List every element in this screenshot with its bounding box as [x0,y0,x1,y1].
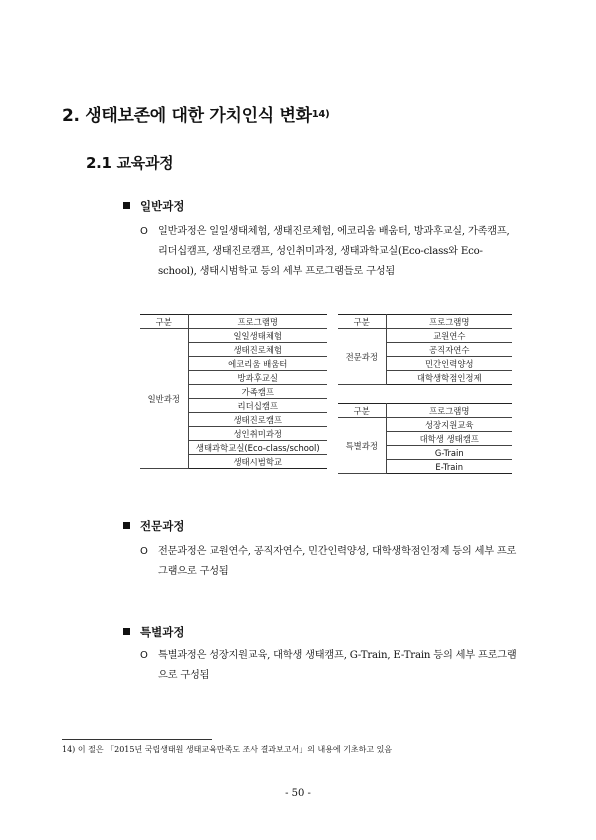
table-category-cell: 특별과정 [338,418,386,474]
footnote-reference: 14) [311,109,330,120]
circle-bullet-icon: O [140,226,148,237]
table-program-cell: 대학생학점인정제 [386,371,512,385]
table-header-row [140,315,327,329]
expert-course-paragraph [140,542,520,582]
table-category-cell: 전문과정 [338,329,386,385]
table-program-cell: 생태진로캠프 [188,413,327,427]
square-bullet-icon [123,628,130,635]
expert-course-table [338,314,512,385]
table-program-cell: 대학생 생태캠프 [386,432,512,446]
expert-course-heading [123,518,184,534]
table-program-cell: 성장지원교육 [386,418,512,432]
general-course-text: 일반과정은 일일생태체험, 생태진로체험, 에코리움 배움터, 방과후교실, 가족캠프, 리더십캠프, 생태진로캠프, 성인취미과정, 생태과학교실(Eco-class와 Eco-school), 생태시범학교 등의 세부 프로그램들로 구성됨 [158,226,510,277]
expert-course-text: 전문과정은 교원연수, 공직자연수, 민간인력양성, 대학생학점인정제 등의 세부 프로그램으로 구성됨 [158,546,517,577]
special-course-table [338,403,512,474]
table-category-cell: 일반과정 [140,329,188,469]
table-header-row [338,315,512,329]
table-program-cell: 민간인력양성 [386,357,512,371]
special-course-heading [123,624,184,640]
special-course-paragraph [140,646,520,686]
table-program-cell: 공직자연수 [386,343,512,357]
table-program-cell: 생태시범학교 [188,455,327,469]
table-program-cell: 방과후교실 [188,371,327,385]
circle-bullet-icon: O [140,650,148,661]
page-number: - 50 - [285,788,311,799]
table-program-cell: 일일생태체험 [188,329,327,343]
table-program-cell: 에코리움 배움터 [188,357,327,371]
square-bullet-icon [123,202,130,209]
special-course-text: 특별과정은 성장지원교육, 대학생 생태캠프, G-Train, E-Train 등의 세부 프로그램으로 구성됨 [158,650,517,681]
table-program-cell: G-Train [386,446,512,460]
general-course-paragraph [140,222,520,282]
table-program-cell: E-Train [386,460,512,474]
general-course-heading [123,198,184,214]
table-header-program: 프로그램명 [386,315,512,329]
section-heading [62,101,329,126]
section-title: 2. 생태보존에 대한 가치인식 변화 [62,106,312,126]
table-program-cell: 교원연수 [386,329,512,343]
square-bullet-icon [123,522,130,529]
table-header-program: 프로그램명 [386,404,512,418]
general-course-heading-text: 일반과정 [140,199,185,213]
table-program-cell: 생태과학교실(Eco-class/school) [188,441,327,455]
table-program-cell: 가족캠프 [188,385,327,399]
table-row [140,329,327,343]
table-header-row [338,404,512,418]
table-row [338,418,512,432]
table-header-program: 프로그램명 [188,315,327,329]
footnote-divider [62,739,212,740]
footnote: 14) 이 절은 「2015년 국립생태원 생태교육만족도 조사 결과보고서」의 내용에 기초하고 있음 [62,745,393,754]
table-header-category: 구분 [338,404,386,418]
table-header-category: 구분 [140,315,188,329]
table-program-cell: 리더십캠프 [188,399,327,413]
table-program-cell: 성인취미과정 [188,427,327,441]
table-row [338,329,512,343]
table-header-category: 구분 [338,315,386,329]
general-course-table [140,314,327,469]
circle-bullet-icon: O [140,546,148,557]
expert-course-heading-text: 전문과정 [140,519,185,533]
subsection-title: 2.1 교육과정 [86,154,174,172]
special-course-heading-text: 특별과정 [140,625,185,639]
table-program-cell: 생태진로체험 [188,343,327,357]
